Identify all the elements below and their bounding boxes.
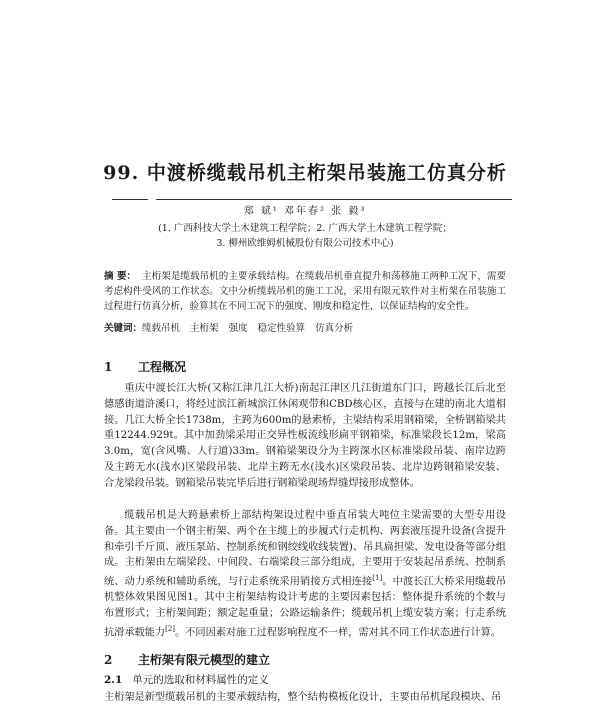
affiliation-line-2: 3. 柳州欧维姆机械股份有限公司技术中心)	[216, 238, 394, 249]
affiliation-line-1: (1. 广西科技大学土木建筑工程学院；2. 广西大学土木建筑工程学院；	[158, 223, 452, 234]
paragraph-text: 。中渡长江大桥采用缆载吊机整体效果图见图1。其中主桁架结构设计考虑的主要因素包括：整体提升系统的个数与布置形式；主桁架间距；额定起重量；公路运输条件；缆载吊机上缆安装方案；行走系统抗滑承载能力	[104, 576, 506, 639]
body-paragraph	[104, 508, 506, 650]
keyword: 仿真分析	[315, 323, 354, 334]
paragraph-text: 。不同因素对施工过程影响程度不一样，需对其不同工作状态进行计算。	[175, 627, 502, 639]
body-paragraph: 主桁架是新型缆载吊机的主要承载结构，整个结构模板化设计，主要由吊机尾段模块、吊	[104, 692, 502, 703]
section-2-heading	[104, 651, 270, 668]
citation: [1]	[372, 574, 383, 583]
section-title: 主桁架有限元模型的建立	[138, 653, 271, 667]
keyword: 稳定性验算	[257, 323, 306, 334]
keyword: 主桁架	[190, 323, 219, 334]
abstract-text: 主桁架是缆载吊机的主要承载结构。在缆载吊机垂直提升和荡移施工两种工况下，需要考虑构件受风的工作状态。文中分析缆载吊机的施工工况，采用有限元软件对主桁架在吊装施工过程进行仿真分析，验算其在不同工况下的强度、刚度和稳定性，以保证结构的安全性。	[104, 271, 506, 312]
subsection-number: 2.1	[104, 674, 123, 686]
abstract	[104, 269, 506, 314]
keyword: 强度	[228, 323, 248, 334]
keyword: 缆载吊机	[142, 323, 181, 334]
citation: [2]	[165, 624, 176, 633]
section-title: 工程概况	[138, 360, 187, 374]
article-authors: 郑 斌¹ 邓年春² 张 毅³	[243, 206, 367, 217]
body-paragraph: 重庆中渡长江大桥(又称江津几江大桥)南起江津区几江街道东门口，跨越长江后北至德感街道浒溪口，将经过滨江新城滨江休闲观带和CBD核心区，直接与在建的南北大道相接。几江大桥全长1738m，主跨为600m的悬索桥，主梁结构采用钢箱梁，全桥钢箱梁共重12244.929t。其中加劲梁采用正交异性板流线形扁平钢箱梁，标准梁段长12m，梁高3.0m，宽(含风嘴、人行道)33m。钢箱梁架设分为主跨深水区标准梁段吊装、南岸边跨及主跨无水(浅水)区梁段吊装、北岸主跨无水(浅水)区梁段吊装、北岸边跨钢箱梁安装、合龙梁段吊装。钢箱梁吊装完毕后进行钢箱梁现场焊缝焊接形成整体。	[104, 383, 506, 489]
paragraph-text: 缆载吊机是大跨悬索桥上部结构架设过程中垂直吊装大吨位主梁需要的大型专用设备。其主要由一个钢主桁架、两个在主缆上的步履式行走机构、两套液压提升设备(含提升和牵引千斤顶、液压泵站、控制系统和钢绞线收线装置)、吊具扁担梁、发电设备等部分组成。主桁架由左端梁段、中间段、右端梁段三部分组成，主要用于安装起吊系统、控制系统、动力系统和辅助系统，与行走系统采用销接方式相连接	[104, 510, 506, 588]
abstract-label: 摘 要：	[104, 271, 137, 282]
title-rule	[112, 199, 512, 200]
keywords	[104, 320, 506, 334]
subsection-title: 单元的选取和材料属性的定义	[132, 674, 269, 686]
section-1-heading	[104, 358, 186, 375]
subsection-2-1-heading	[104, 672, 269, 687]
section-number: 2	[104, 653, 113, 667]
article-title: 99. 中渡桥缆载吊机主桁架吊装施工仿真分析	[103, 162, 507, 184]
keywords-label: 关键词：	[104, 323, 143, 334]
section-number: 1	[104, 360, 113, 374]
